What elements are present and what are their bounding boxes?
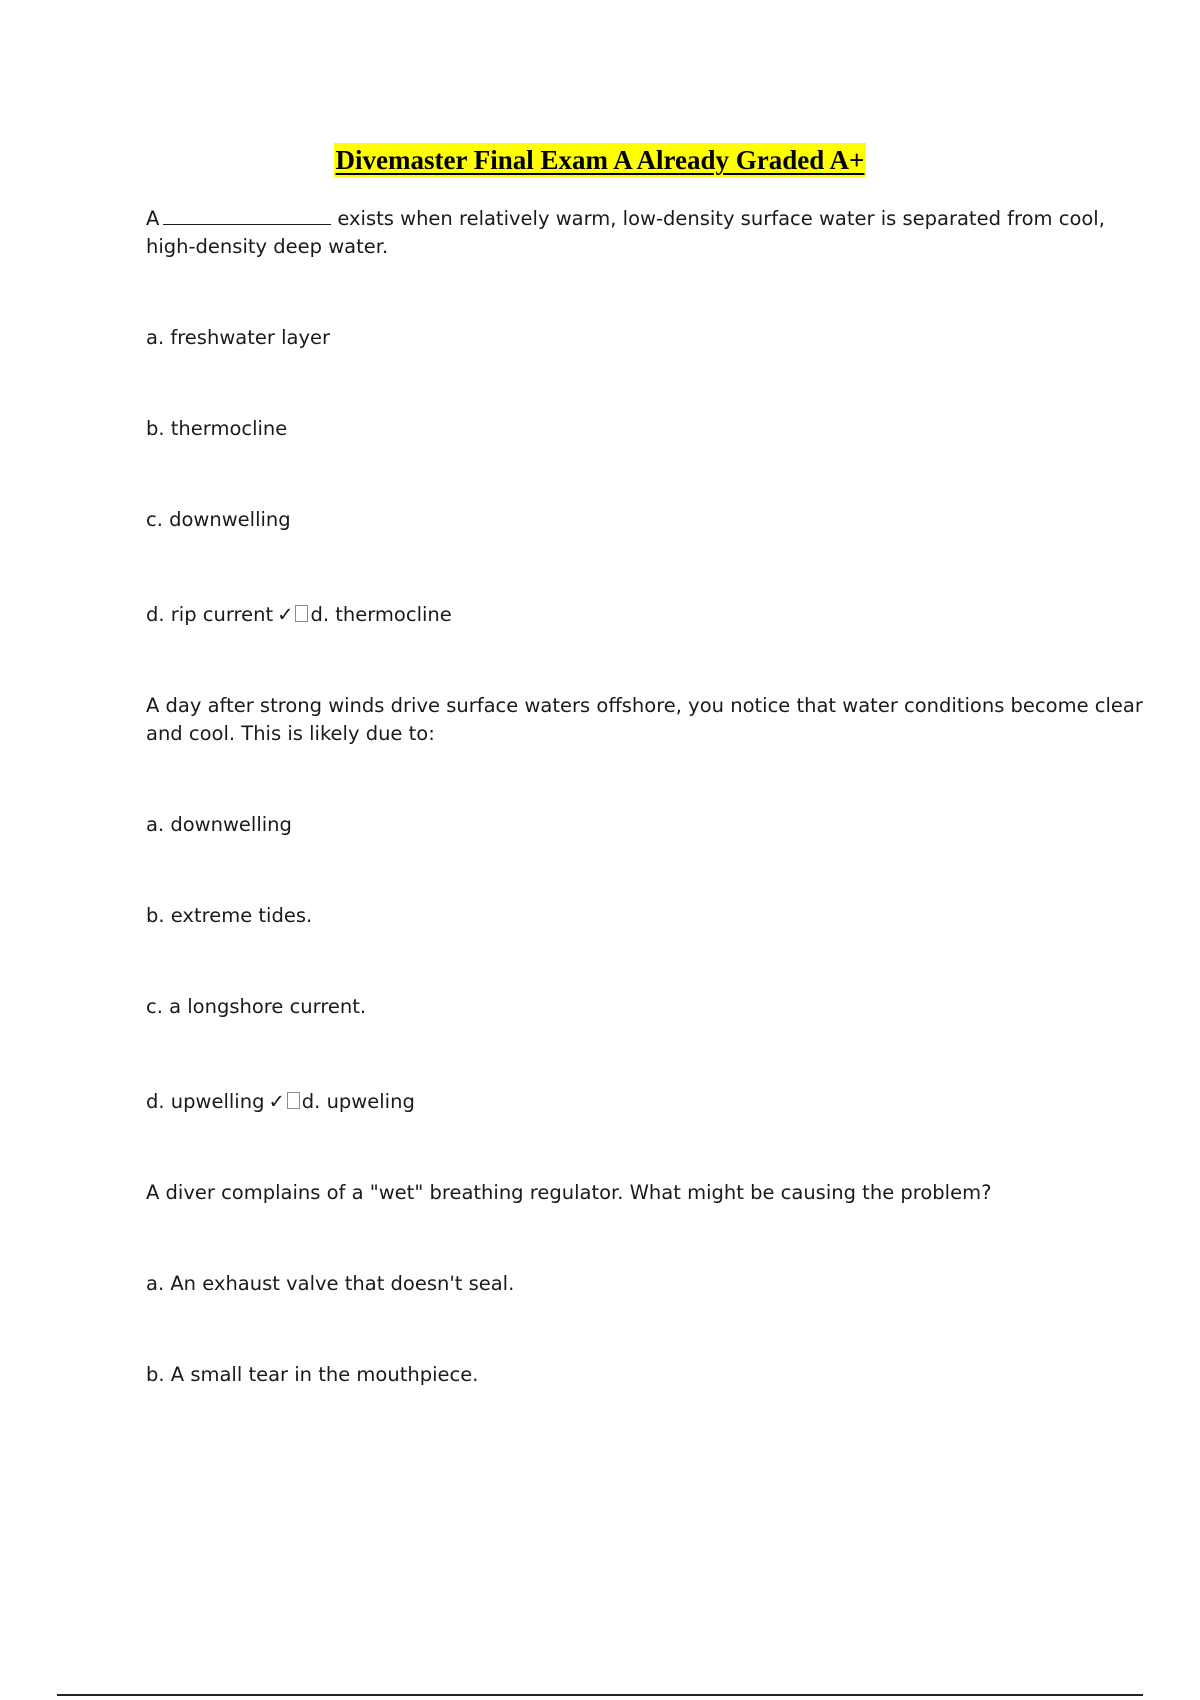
question-1-option-c: c. downwelling: [146, 508, 291, 531]
page-title: Divemaster Final Exam A Already Graded A+: [335, 145, 865, 175]
question-2-answer: d. upweling: [301, 1090, 415, 1113]
fill-in-blank: [163, 206, 331, 225]
missing-glyph-box-icon: [287, 1092, 300, 1109]
check-mark-icon: ✓: [277, 603, 294, 626]
question-1-option-a: a. freshwater layer: [146, 326, 330, 349]
question-1-option-d: [146, 601, 452, 629]
question-2-option-a: a. downwelling: [146, 813, 292, 836]
question-1-line-1: [146, 205, 1105, 233]
question-3-option-a: a. An exhaust valve that doesn't seal.: [146, 1272, 515, 1295]
question-3-option-b: b. A small tear in the mouthpiece.: [146, 1363, 479, 1386]
question-2-option-c: c. a longshore current.: [146, 995, 367, 1018]
page-bottom-rule: [57, 1694, 1143, 1696]
question-2-line-2: and cool. This is likely due to:: [146, 722, 435, 745]
question-1-line-2: high-density deep water.: [146, 235, 389, 258]
question-1-option-b: b. thermocline: [146, 417, 288, 440]
question-3-line-1: A diver complains of a "wet" breathing regulator. What might be causing the problem?: [146, 1181, 992, 1204]
question-1-rest: exists when relatively warm, low-density surface water is separated from cool,: [337, 207, 1105, 230]
check-mark-icon: ✓: [268, 1090, 285, 1113]
question-1-lead: A: [146, 207, 160, 230]
question-1-answer: d. thermocline: [310, 603, 452, 626]
question-2-option-d: [146, 1088, 415, 1116]
missing-glyph-box-icon: [295, 605, 308, 622]
question-2-option-b: b. extreme tides.: [146, 904, 313, 927]
question-2-line-1: A day after strong winds drive surface waters offshore, you notice that water conditions become clear: [146, 694, 1143, 717]
title-container: [0, 143, 1200, 177]
question-1-option-d-text: d. rip current: [146, 603, 274, 626]
question-2-option-d-text: d. upwelling: [146, 1090, 265, 1113]
